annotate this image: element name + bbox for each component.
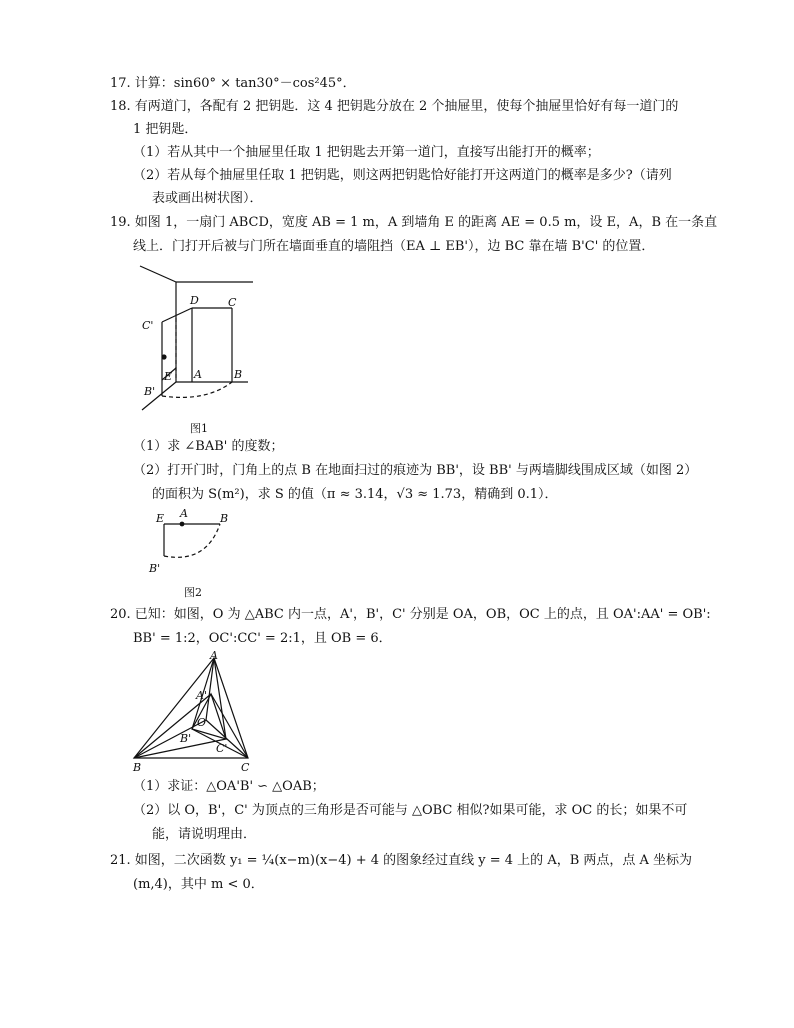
q18-line1: 18. 有两道门，各配有 2 把钥匙．这 4 把钥匙分放在 2 个抽屉里，使每个抽屉里恰好有每一道门的 [110,99,679,114]
figure-2-sweep-region [146,508,242,578]
wall-top-left-edge [140,266,176,282]
figure-1-door-diagram [136,262,256,414]
q18-line2: 1 把钥匙． [133,122,198,137]
q19-part1: （1）求 ∠BAB' 的度数； [133,439,284,454]
label-A: A [180,508,188,520]
label-C: C [228,296,237,309]
q17-line1: 17. 计算：sin60° × tan30°－cos²45°． [110,76,356,91]
figure-20-triangle [126,650,266,774]
figure-2-caption: 图2 [184,586,202,599]
door-handle-dot [161,354,166,359]
q18-part1: （1）若从其中一个抽屉里任取 1 把钥匙去开第一道门，直接写出能打开的概率； [133,145,600,160]
q18-part2b: 表或画出树状图）． [152,191,263,206]
q19-line1: 19. 如图 1，一扇门 ABCD，宽度 AB = 1 m，A 到墙角 E 的距离 AE = 0.5 m，设 E，A，B 在一条直 [110,215,718,230]
q21-line2: (m,4)，其中 m < 0． [133,877,264,892]
label-C-prime: C' [142,319,154,332]
q20-line2: BB' = 1:2，OC':CC' = 2:1，且 OB = 6． [133,631,392,646]
q19-line2: 线上．门打开后被与门所在墙面垂直的墙阻挡（EA ⊥ EB'），边 BC 靠在墙 B'C' 的位置． [133,239,655,254]
label-B: B [133,761,142,774]
label-A: A [210,650,218,662]
q20-part2b: 能，请说明理由． [152,827,257,842]
q18-part2a: （2）若从每个抽屉里任取 1 把钥匙，则这两把钥匙恰好能打开这两道门的概率是多少?（请列 [133,168,672,183]
q20-part1: （1）求证：△OA'B' ∽ △OAB； [133,779,325,794]
label-B-prime: B' [180,732,192,745]
label-B: B [234,368,243,381]
label-B: B [220,512,229,525]
q21-line1: 21. 如图，二次函数 y₁ = ¼(x−m)(x−4) + 4 的图象经过直线 y = 4 上的 A，B 两点，点 A 坐标为 [110,853,693,868]
figure-1-caption: 图1 [190,422,208,435]
q19-part2a: （2）打开门时，门角上的点 B 在地面扫过的痕迹为 BB'，设 BB' 与两墙脚线围成区域（如图 2） [133,463,698,478]
label-E: E [164,370,173,383]
label-E: E [156,512,165,525]
label-C-prime: C' [216,742,228,755]
point-A [180,522,185,527]
label-A-prime: A' [196,689,207,702]
label-B-prime: B' [144,385,156,398]
open-door-top [162,308,192,322]
q20-part2a: （2）以 O，B'，C' 为顶点的三角形是否可能与 △OBC 相似?如果可能，求 OC 的长；如果不可 [133,803,688,818]
label-A: A [194,368,202,381]
label-B-prime: B' [149,562,161,575]
q20-line1: 20. 已知：如图，O 为 △ABC 内一点，A'，B'，C' 分别是 OA，OB，OC 上的点，且 OA':AA' = OB': [110,607,711,622]
arc-BB' [164,524,220,557]
label-O: O [197,716,207,729]
segment-OB [134,720,206,758]
segment-AC' [214,658,226,739]
label-C: C [241,761,250,774]
q19-part2b: 的面积为 S(m²)，求 S 的值（π ≈ 3.14，√3 ≈ 1.73，精确到 0.1）． [152,487,558,502]
label-D: D [190,294,199,307]
